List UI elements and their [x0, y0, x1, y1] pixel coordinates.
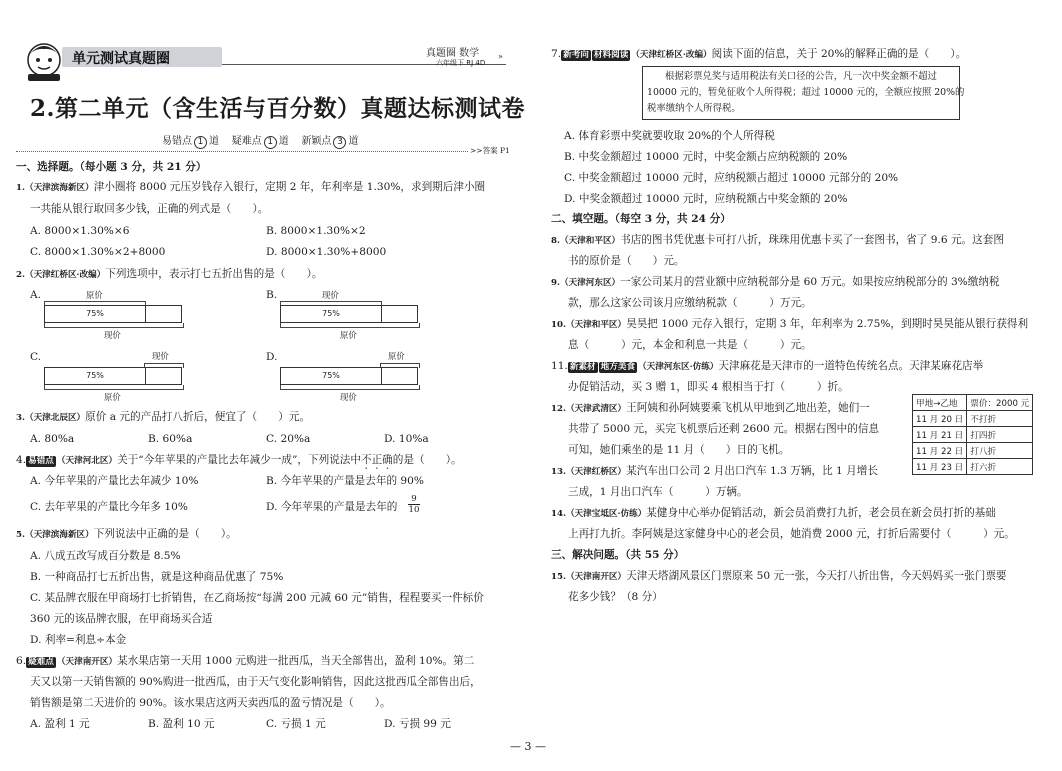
page-title: 2.第二单元（含生活与百分数）真题达标测试卷: [30, 95, 526, 122]
q12-line3: 可知，她们乘坐的是 11 月（ ）日的飞机。: [568, 444, 790, 456]
book-grade: 六年级下 RJ 4D: [436, 59, 486, 67]
q6-line3: 销售额是第二天进价的 90%。该水果店这两天卖西瓜的盈亏情况是（ ）。: [30, 697, 391, 709]
new-point-label: 新颖点: [301, 136, 332, 147]
table-discount: 打六折: [967, 459, 1033, 475]
q8-line2: 书的原价是（ ）元。: [568, 255, 685, 267]
q14-line1: [551, 506, 996, 521]
q11-line1: [551, 359, 983, 374]
q15-source: 15.（天津南开区）: [551, 572, 627, 582]
table-discount: 不打折: [967, 411, 1033, 427]
q2-a-bar: [44, 305, 182, 323]
q6-number: 6.: [16, 655, 27, 667]
q7-info-box: [642, 66, 965, 120]
book-series: 真题圈 数学: [426, 48, 480, 59]
q6-option-c: C. 亏损 1 元: [266, 718, 326, 730]
q4-option-b: B. 今年苹果的产量是去年的 90%: [266, 475, 424, 487]
q6-option-b: B. 盈利 10 元: [148, 718, 215, 730]
q6-tag: 疑难点: [28, 657, 54, 667]
q13-source: 13.（天津红桥区）: [551, 467, 627, 477]
q5-option-a: A. 八成五改写成百分数是 8.5%: [30, 550, 181, 562]
table-date: 11 月 22 日: [913, 443, 967, 459]
q4-source: （天津河北区）: [56, 456, 118, 466]
q8-source: 8.（天津和平区）: [551, 236, 621, 246]
q2-b-now-label: 现价: [322, 290, 339, 300]
q13-line1: [551, 464, 878, 479]
q7-line: [551, 47, 966, 62]
q2-b-brace-bottom: [280, 323, 420, 328]
q5-option-b: B. 一种商品打七五折出售，就是这种商品优惠了 75%: [30, 571, 284, 583]
q7-number: 7.: [551, 48, 562, 60]
q4-text-after: 的是（ ）。: [392, 454, 462, 466]
q5-option-d: D. 利率=利息÷本金: [30, 634, 127, 646]
q13-line2: 三成，1 月出口汽车（ ）万辆。: [568, 486, 748, 498]
q8-line1: [551, 233, 1004, 248]
q4-fraction-numerator: 9: [408, 494, 420, 505]
chevron-right-icon: »: [498, 52, 503, 61]
divider: [16, 151, 468, 152]
q4-option-a: A. 今年苹果的产量比去年减少 10%: [30, 475, 199, 487]
q1-option-b: B. 8000×1.30%×2: [266, 225, 366, 237]
table-date: 11 月 20 日: [913, 411, 967, 427]
q2-option-b-label: B.: [266, 289, 278, 301]
q10-text1: 昊昊把 1000 元存入银行，定期 3 年，年利率为 2.75%，到期时昊昊能从银行获得利: [626, 318, 1029, 330]
error-point-unit: 道: [209, 136, 219, 147]
q4-text-before: 关于“今年苹果的产量比去年减少一成”，下列说法中: [117, 454, 361, 466]
q2-b-orig-label: 原价: [340, 330, 357, 340]
q4-option-c: C. 去年苹果的产量比今年多 10%: [30, 501, 188, 513]
q12-source: 12.（天津武清区）: [551, 404, 627, 414]
error-point-count: 1: [194, 136, 207, 149]
new-point-unit: 道: [348, 136, 359, 147]
q14-text1: 某健身中心举办促销活动，新会员消费打九折，老会员在新会员打折的基础: [646, 507, 996, 519]
q2-c-brace-bottom: [44, 385, 184, 390]
q1-text1: 津小圈将 8000 元压岁钱存入银行，定期 2 年，年利率是 1.30%，求到期后津小圈: [93, 181, 486, 193]
q7-box-line2: 10000 元的，暂免征收个人所得税；超过 10000 元的，全额应按照 20%的: [647, 87, 965, 98]
q5-option-c1: C. 某品牌衣服在甲商场打七折销售，在乙商场按“每满 200 元减 60 元”销售，程程要买一件标价: [30, 592, 484, 604]
q6-line1: [16, 654, 474, 669]
q14-source: 14.（天津宝坻区·仿练）: [551, 509, 647, 519]
q6-line2: 天又以第一天销售额的 90%购进一批西瓜，由于天气变化影响销售，因此这批西瓜全部售出后，: [30, 676, 481, 688]
q8-text1: 书店的图书凭优惠卡可打八折，珠珠用优惠卡买了一套图书，省了 9.6 元。这套图: [620, 234, 1004, 246]
q3-source: 3.（天津北辰区）: [16, 413, 86, 423]
q12-text1: 王阿姨和孙阿姨要乘飞机从甲地到乙地出差，她们一: [626, 402, 870, 414]
q2-source: 2.（天津红桥区·改编）: [16, 270, 106, 280]
q7-source: （天津红桥区·改编）: [631, 50, 712, 60]
q2-text: 下列选项中，表示打七五折出售的是（ ）。: [105, 268, 323, 280]
section3-heading: 三、解决问题。（共 55 分）: [551, 549, 685, 561]
q11-tag-2: 地方美食: [600, 362, 636, 372]
q4-option-d-text: D. 今年苹果的产量是去年的: [266, 501, 398, 513]
q1-option-a: A. 8000×1.30%×6: [30, 225, 130, 237]
q11-line2: 办促销活动，买 3 赠 1，即买 4 根相当于打（ ）折。: [568, 381, 849, 393]
doubt-point-label: 疑难点: [231, 136, 262, 147]
q5-line: [16, 527, 237, 542]
q9-text1: 一家公司某月的营业额中应纳税部分是 60 万元。如果按应纳税部分的 3%缴纳税: [620, 276, 1000, 288]
q10-line1: [551, 317, 1028, 332]
point-counts: [162, 132, 358, 149]
q2-d-orig-label: 原价: [388, 351, 405, 361]
q12-line1: [551, 401, 870, 416]
q2-c-pct: 75%: [86, 371, 104, 380]
q5-text: 下列说法中正确的是（ ）。: [93, 528, 237, 540]
q1-option-d: D. 8000×1.30%+8000: [266, 246, 387, 258]
table-row: [913, 427, 1033, 443]
flight-price-table: [912, 394, 1033, 475]
mascot-avatar: [22, 40, 66, 82]
table-discount: 打八折: [967, 443, 1033, 459]
q6-text1: 某水果店第一天用 1000 元购进一批西瓜，当天全部售出，盈利 10%。第二: [117, 655, 475, 667]
q10-line2: 息（ ）元，本金和利息一共是（ ）元。: [568, 339, 812, 351]
q7-text: 阅读下面的信息，关于 20%的解释正确的是（ ）。: [711, 48, 967, 60]
section1-heading: 一、选择题。（每小题 3 分，共 21 分）: [16, 161, 207, 173]
q11-number: 11.: [551, 360, 568, 372]
q7-box-line1: 根据彩票兑奖与适用税法有关口径的公告，凡一次中奖金额不超过: [665, 71, 937, 82]
q5-source: 5.（天津滨海新区）: [16, 530, 94, 540]
table-header-price: 票价：2000 元: [967, 395, 1033, 411]
q3-line: [16, 410, 310, 425]
page-number: — 3 —: [510, 740, 546, 753]
q13-text1: 某汽车出口公司 2 月出口汽车 1.3 万辆，比 1 月增长: [626, 465, 878, 477]
q6-source: （天津南开区）: [56, 657, 118, 667]
section2-heading: 二、填空题。（每空 3 分，共 24 分）: [551, 213, 731, 225]
q7-box-line3: 税率缴纳个人所得税。: [647, 103, 741, 114]
q4-text-emphasis: 不正确: [360, 454, 393, 466]
q2-d-bar: [280, 367, 418, 385]
q14-line2: 上再打九折。李阿姨是这家健身中心的老会员，她消费 2000 元，打折后需要付（ ）元。: [568, 528, 1015, 540]
q3-text: 原价 a 元的产品打八折后，便宜了（ ）元。: [85, 411, 311, 423]
q4-number: 4.: [16, 454, 27, 466]
q2-d-brace-bottom: [280, 385, 420, 390]
q9-line1: [551, 275, 1000, 290]
doubt-point-count: 1: [264, 136, 277, 149]
table-date: 11 月 23 日: [913, 459, 967, 475]
new-point-count: 3: [333, 136, 346, 149]
q11-source: （天津河东区·仿练）: [638, 362, 719, 372]
q3-option-b: B. 60%a: [148, 433, 193, 445]
table-row: [913, 411, 1033, 427]
q4-tag: 易错点: [28, 456, 54, 466]
table-row: [913, 395, 1033, 411]
q11-tag-1: 新素材: [569, 362, 596, 372]
q15-line1: [551, 569, 1007, 584]
q7-option-d: D. 中奖金额超过 10000 元时，应纳税额占中奖金额的 20%: [564, 193, 848, 205]
q1-option-c: C. 8000×1.30%×2+8000: [30, 246, 166, 258]
q9-line2: 款，那么这家公司该月应缴纳税款（ ）万元。: [568, 297, 812, 309]
table-date: 11 月 21 日: [913, 427, 967, 443]
q2-b-bar: [280, 305, 418, 323]
q4-fraction-denominator: 10: [408, 505, 420, 515]
q7-tag-2: 材料阅读: [593, 50, 629, 60]
q2-a-brace-bottom: [44, 323, 184, 328]
q2-option-a-label: A.: [30, 289, 42, 301]
q5-option-c2: 360 元的该品牌衣服，在甲商场买合适: [30, 613, 213, 625]
error-point-label: 易错点: [162, 136, 192, 147]
q2-d-pct: 75%: [322, 371, 340, 380]
q15-line2: 花多少钱？（8 分）: [568, 591, 663, 603]
q2-a-orig-label: 原价: [86, 290, 103, 300]
q1-source: 1.（天津滨海新区）: [16, 183, 94, 193]
table-row: [913, 443, 1033, 459]
table-discount: 打四折: [967, 427, 1033, 443]
table-header-route: 甲地→乙地: [913, 395, 967, 411]
q3-option-d: D. 10%a: [384, 433, 429, 445]
q7-option-b: B. 中奖金额超过 10000 元时，中奖金额占应纳税额的 20%: [564, 151, 848, 163]
q1-line1: [16, 180, 485, 195]
banner-title: 单元测试真题圈: [72, 51, 170, 67]
q3-option-c: C. 20%a: [266, 433, 311, 445]
q15-text1: 天津天塔湖风景区门票原来 50 元一张，今天打八折出售，今天妈妈买一张门票要: [626, 570, 1007, 582]
q4-line: [16, 453, 462, 472]
q1-line2: 一共能从银行取回多少钱，正确的列式是（ ）。: [30, 203, 269, 215]
table-row: [913, 459, 1033, 475]
doubt-point-unit: 道: [278, 136, 289, 147]
q2-a-now-label: 现价: [104, 330, 121, 340]
q6-option-a: A. 盈利 1 元: [30, 718, 90, 730]
q11-text1: 天津麻花是天津市的一道特色传统名点。天津某麻花店举: [718, 360, 984, 372]
q7-option-c: C. 中奖金额超过 10000 元时，应纳税额占超过 10000 元部分的 20%: [564, 172, 899, 184]
q12-line2: 共带了 5000 元，买完飞机票后还剩 2600 元。根据右图中的信息: [568, 423, 880, 435]
q7-option-a: A. 体育彩票中奖就要收取 20%的个人所得税: [564, 130, 775, 142]
q2-c-bar: [44, 367, 182, 385]
q2-b-pct: 75%: [322, 309, 340, 318]
q2-d-now-label: 现价: [340, 392, 357, 402]
q3-option-a: A. 80%a: [30, 433, 75, 445]
q2-c-now-label: 现价: [152, 351, 169, 361]
q2-line: [16, 267, 322, 282]
q4-fraction: [408, 494, 420, 515]
q2-a-pct: 75%: [86, 309, 104, 318]
q2-c-orig-label: 原价: [104, 392, 121, 402]
q9-source: 9.（天津河东区）: [551, 278, 621, 288]
q4-option-d: [266, 500, 397, 514]
answer-reference: >>答案 P1: [470, 146, 510, 155]
q7-tag-1: 新考向: [563, 50, 589, 60]
q6-option-d: D. 亏损 99 元: [384, 718, 451, 730]
q10-source: 10.（天津和平区）: [551, 320, 627, 330]
banner: [62, 47, 222, 67]
q2-option-c-label: C.: [30, 351, 42, 363]
q2-option-d-label: D.: [266, 351, 278, 363]
